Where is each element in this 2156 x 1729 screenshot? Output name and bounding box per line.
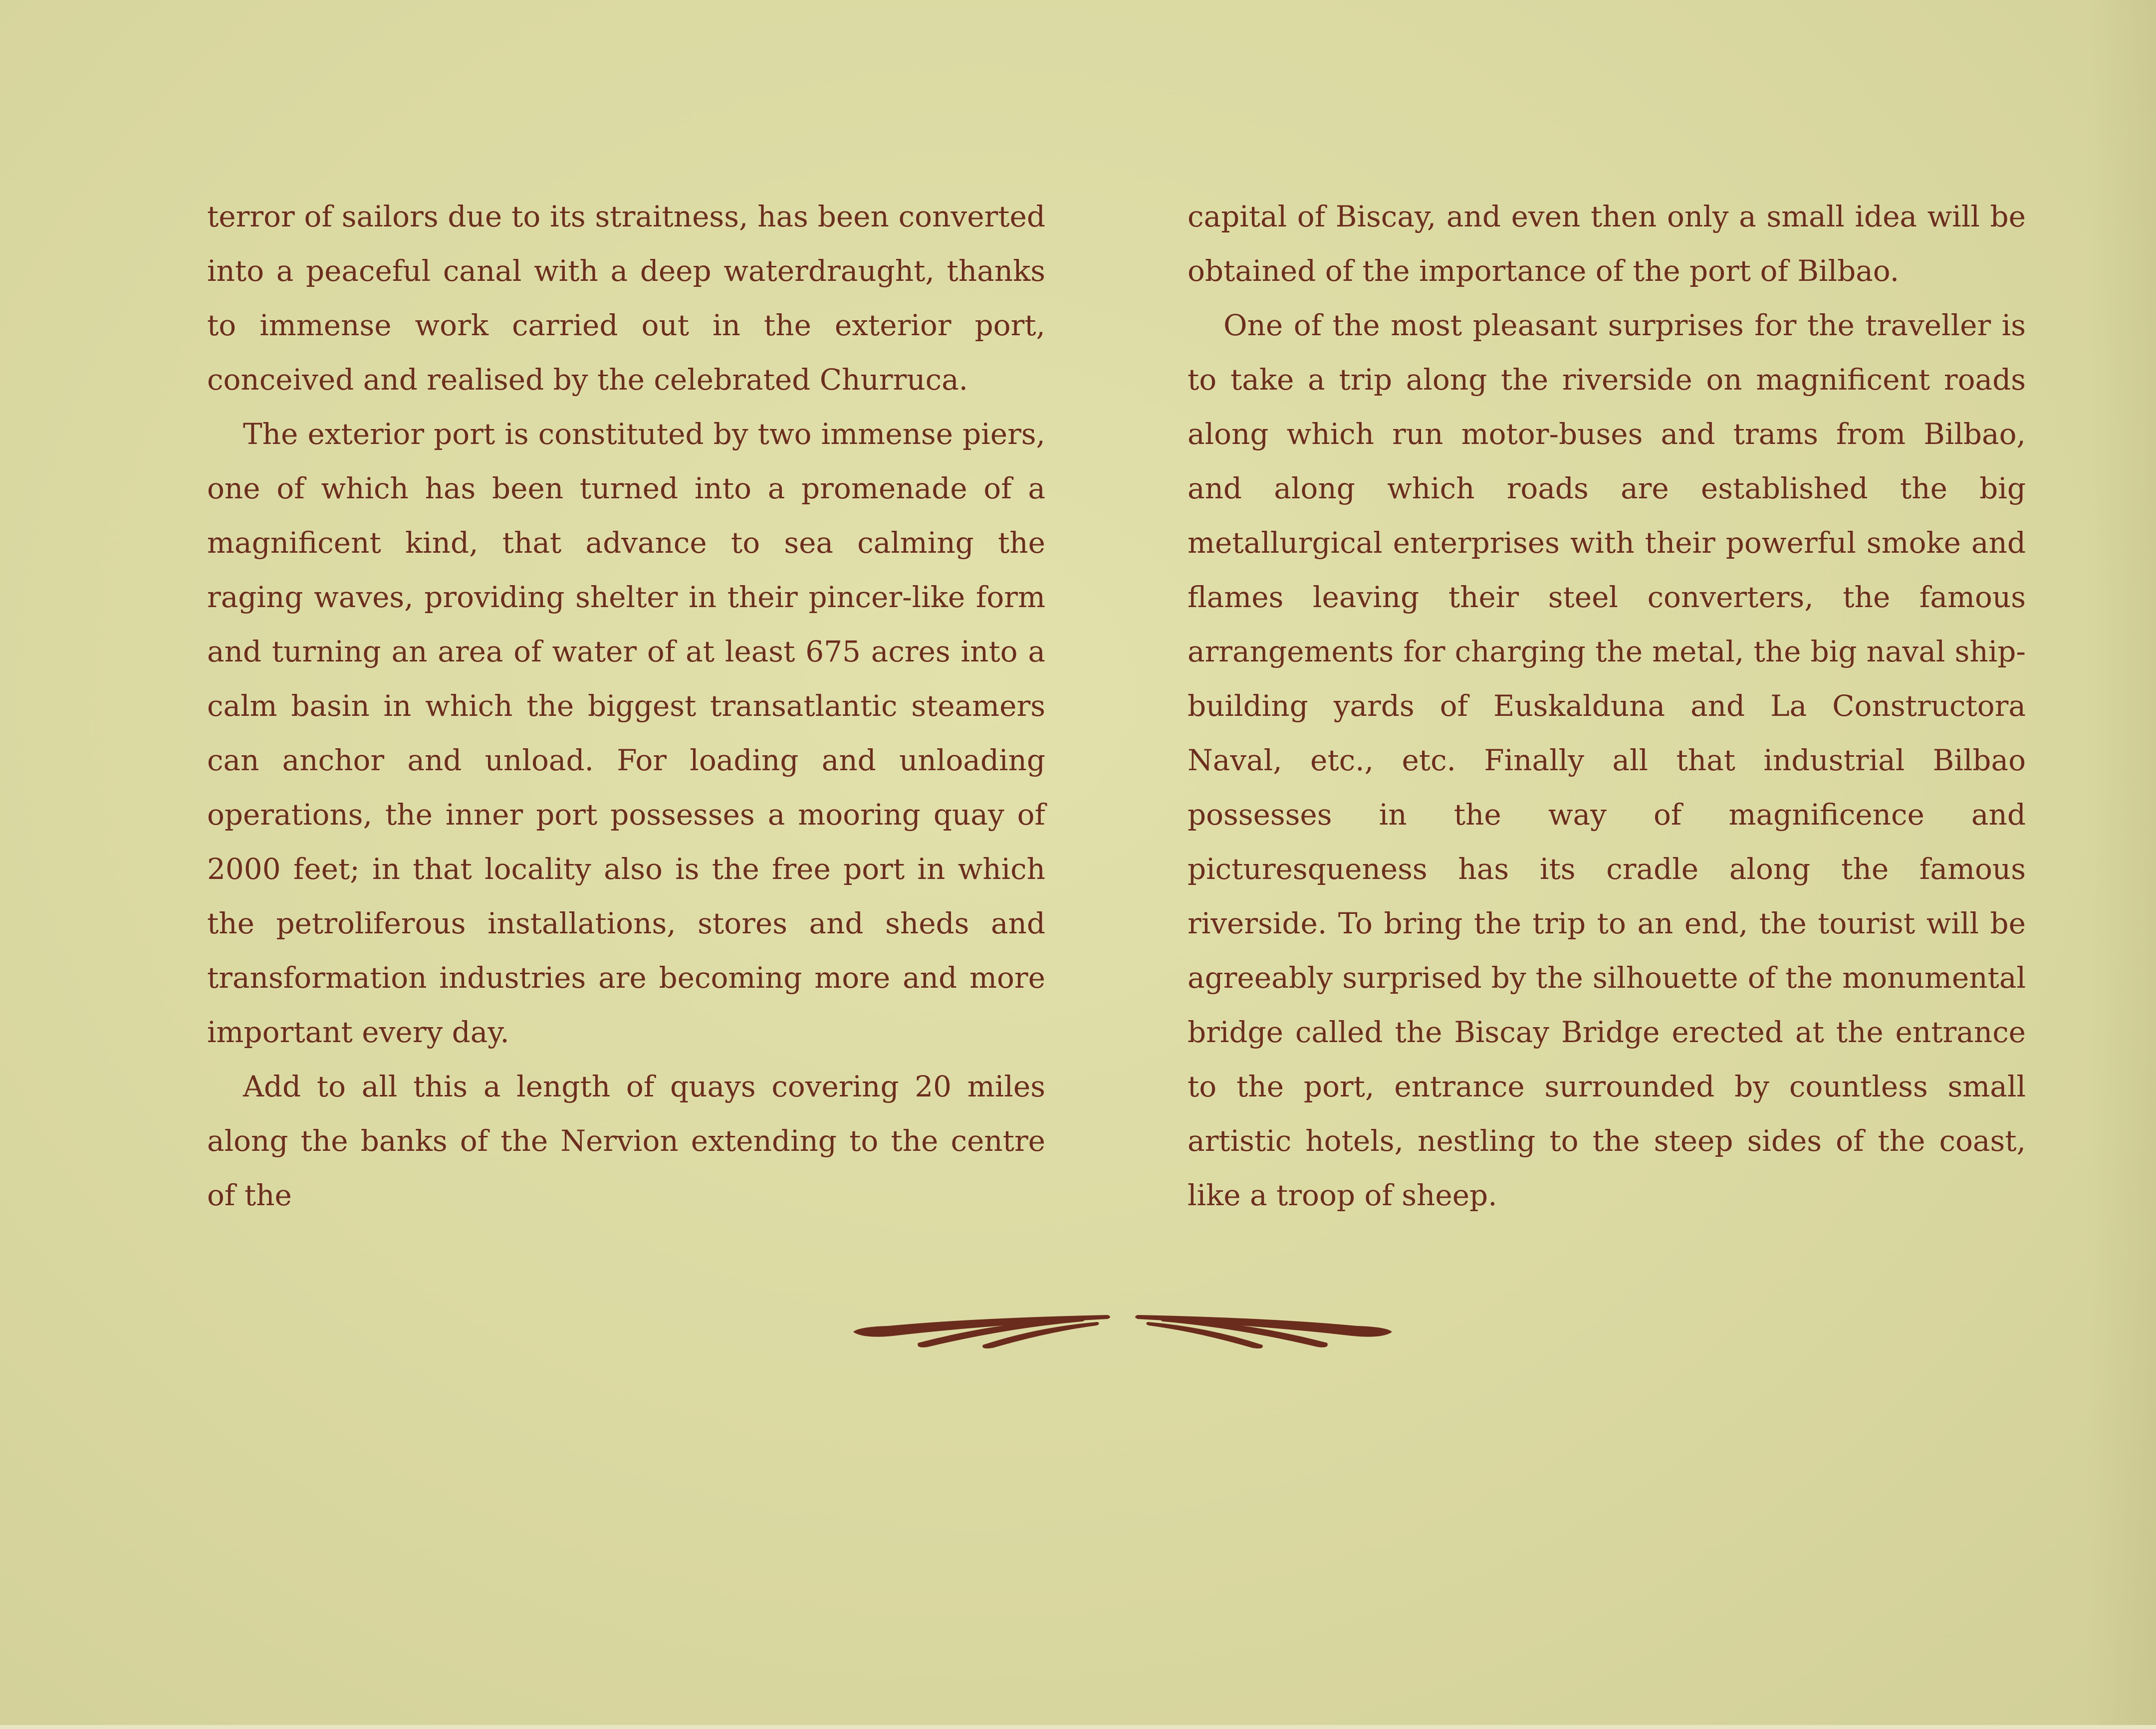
paragraph: Add to all this a length of quays covering 20 miles along the banks of the Nervion extending to the centre of the: [207, 1070, 1045, 1212]
flourish-ornament-icon: [848, 1297, 1397, 1357]
paragraph: capital of Biscay, and even then only a small idea will be obtained of the importance of the port of Bilbao.: [1188, 200, 2026, 288]
paragraph: One of the most pleasant surprises for the traveller is to take a trip along the riverside on magnificent roads along which run motor-buses and trams from Bilbao, and along which roads are established the big metallurgical enterprises with their powerful smoke and flames leaving their steel converters, the famous arrangements for charging the metal, the big naval ship-building yards of Euskalduna and La Constructora Naval, etc., etc. Finally all that industrial Bilbao possesses in the way of magnificence and picturesqueness has its cradle along the famous riverside. To bring the trip to an end, the tourist will be agreeably surprised by the silhouette of the monumental bridge called the Biscay Bridge erected at the entrance to the port, entrance surrounded by countless small artistic hotels, nestling to the steep sides of the coast, like a troop of sheep.: [1188, 308, 2026, 1212]
paragraph: terror of sailors due to its straitness, has been converted into a peaceful canal with a deep waterdraught, thanks to immense work carried out in the exterior port, conceived and realised by the celebrated Churruca.: [207, 200, 1045, 397]
paragraph: The exterior port is constituted by two immense piers, one of which has been turned into a promenade of a magnificent kind, that advance to sea calming the raging waves, providing shelter in their pincer-like form and turning an area of water of at least 675 acres into a calm basin in which the biggest transatlantic steamers can anchor and unload. For loading and unloading operations, the inner port possesses a mooring quay of 2000 feet; in that locality also is the free port in which the petroliferous installations, stores and sheds and transformation industries are becoming more and more important every day.: [207, 417, 1045, 1049]
left-text-column: [207, 190, 1045, 1223]
page-bottom-edge: [0, 1725, 2156, 1729]
page-edge-shadow: [2086, 0, 2156, 1729]
right-text-column: [1188, 190, 2026, 1223]
